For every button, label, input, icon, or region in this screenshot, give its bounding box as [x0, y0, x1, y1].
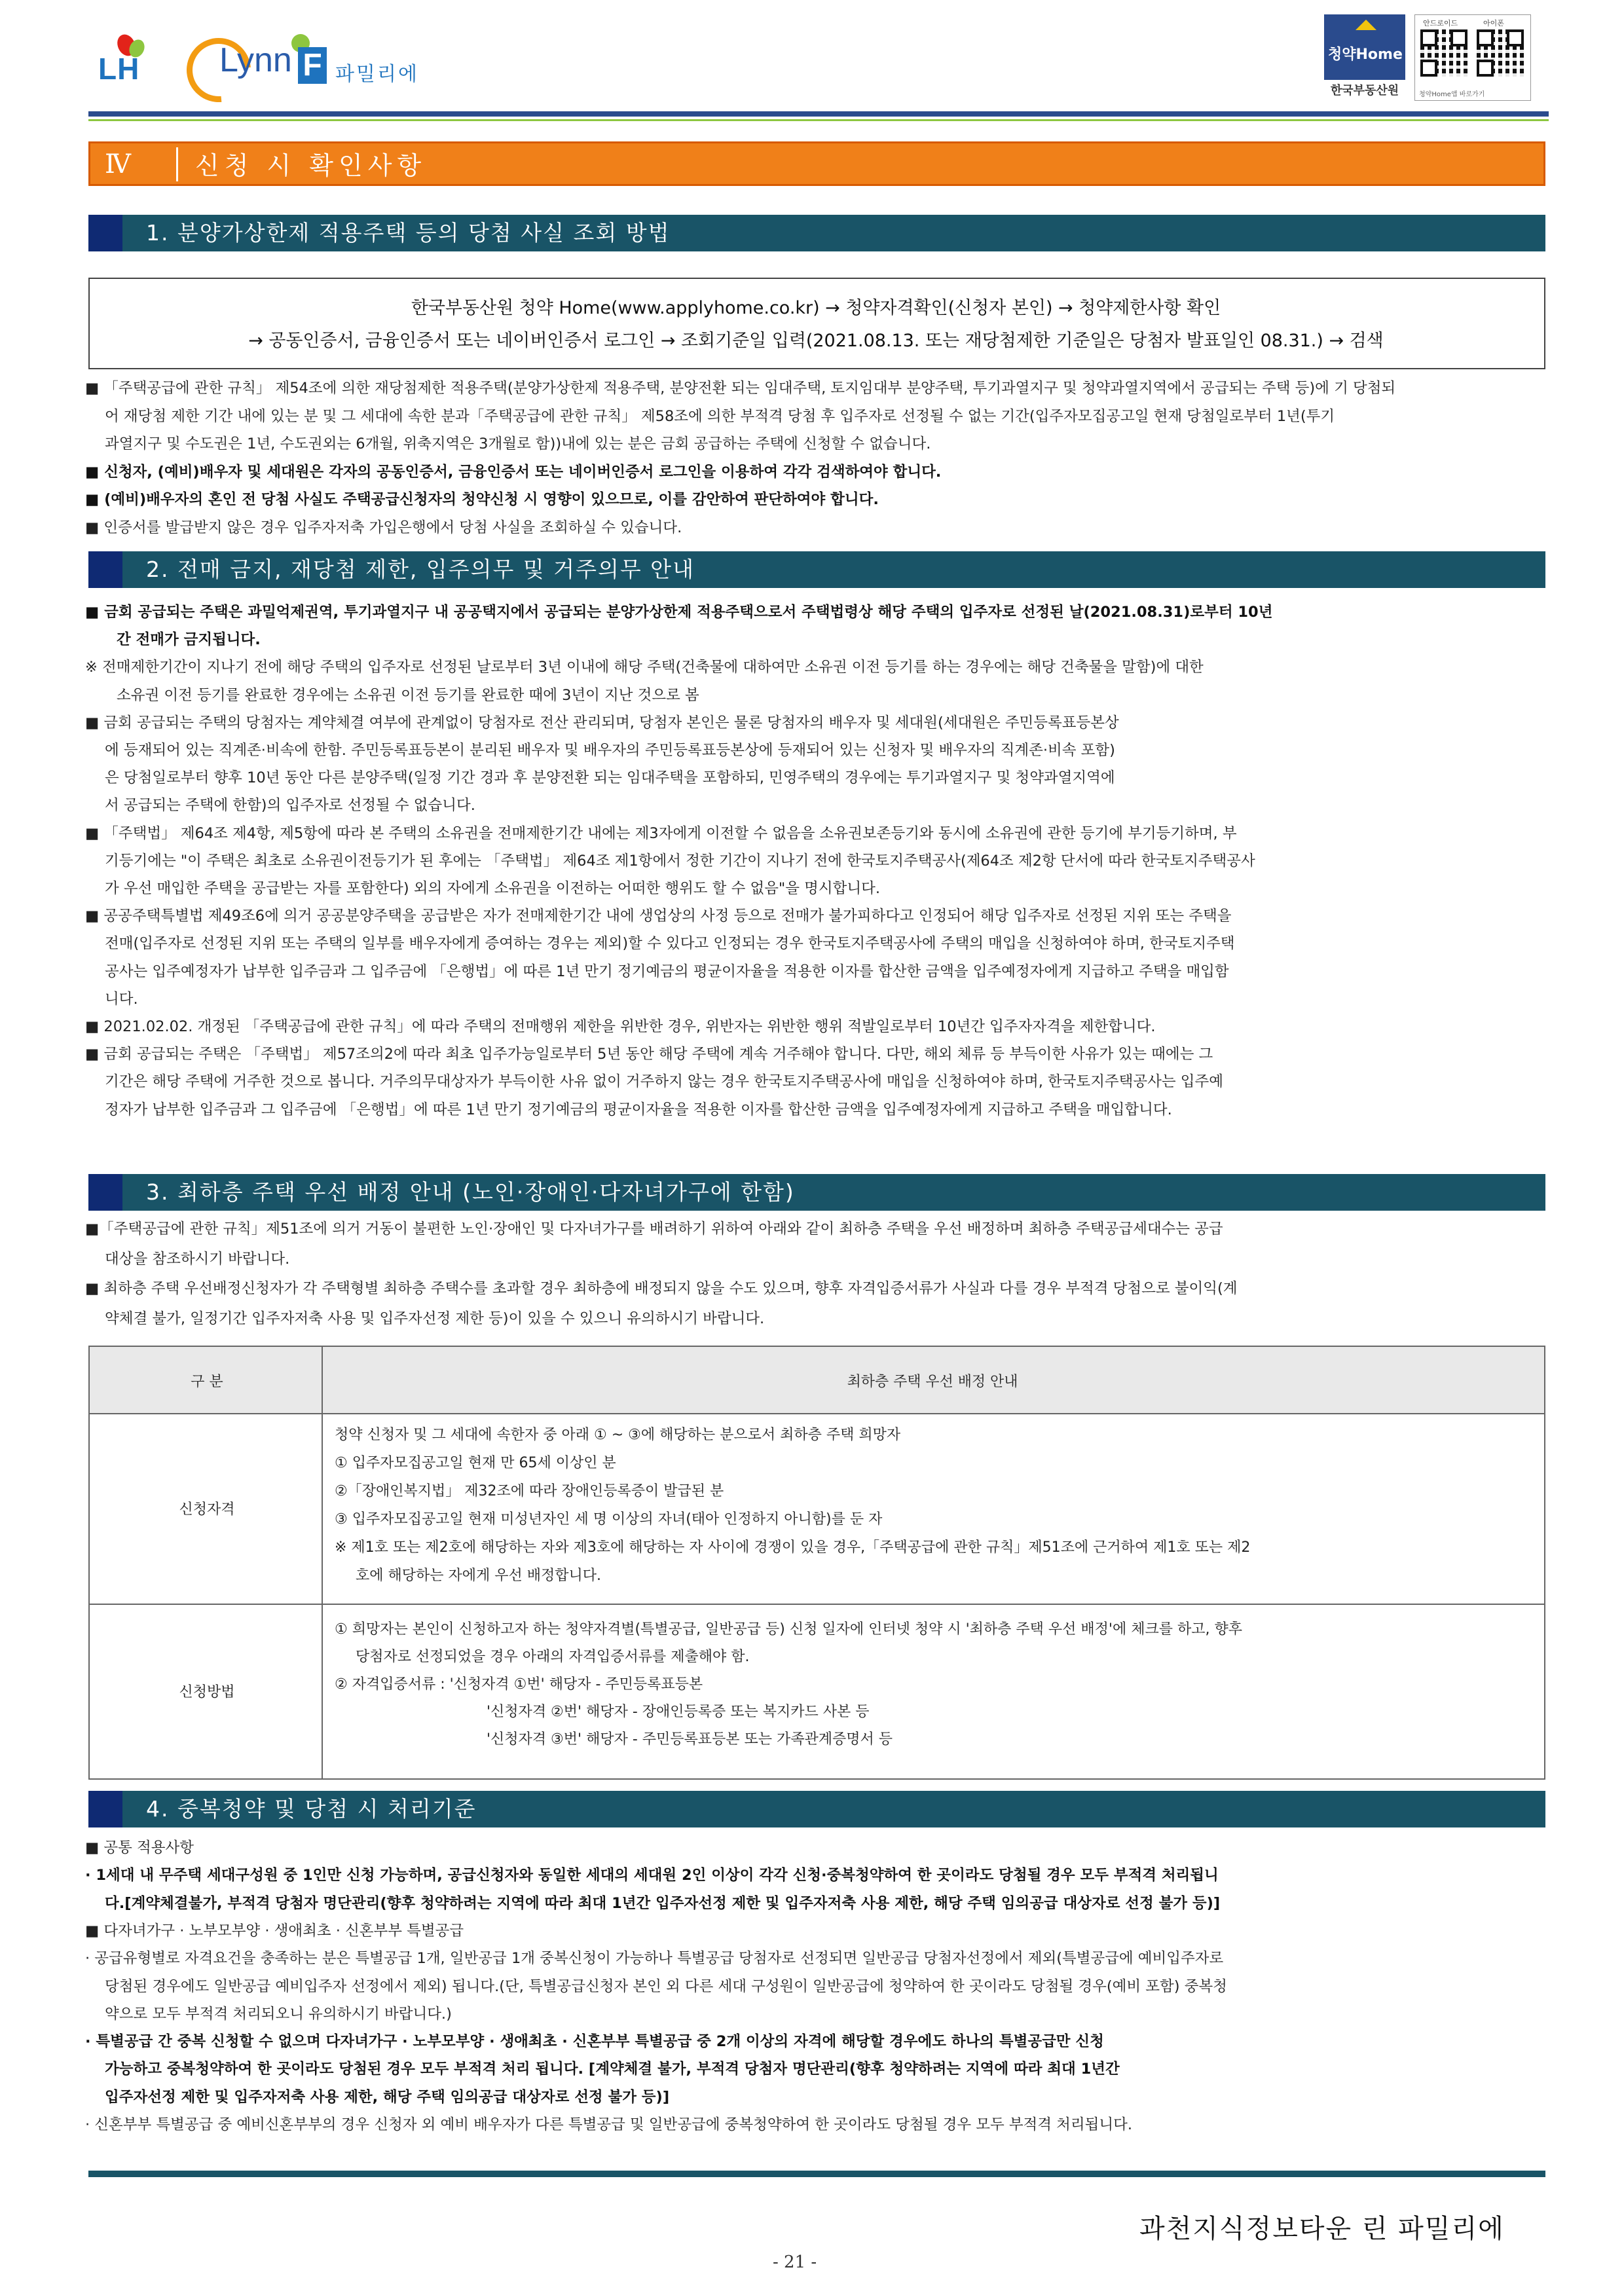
section-header-2: 2. 전매 금지, 재당첨 제한, 입주의무 및 거주의무 안내: [88, 551, 1545, 588]
table-cell-line: '신청자격 ③번' 해당자 - 주민등록표등본 또는 가족관계증명서 등: [487, 1731, 893, 1748]
table-cell-line: ① 입주자모집공고일 현재 만 65세 이상인 분: [335, 1455, 616, 1471]
text-line: ■ 공통 적용사항: [85, 1839, 194, 1856]
familie-logo-text: 파밀리에: [335, 63, 419, 86]
lookup-line-1: 한국부동산원 청약 Home(www.applyhome.co.kr) → 청약자격확인(신청자 본인) → 청약제한사항 확인: [411, 298, 1221, 318]
text-line: 어 재당첨 제한 기간 내에 있는 분 및 그 세대에 속한 분과「주택공급에 관한 규칙」 제58조에 의한 부적격 당첨 후 입주자로 선정될 수 없는 기간(입주자모집공고일 현재 당첨일로부터 1년(투기: [105, 407, 1335, 425]
text-line: 과열지구 및 수도권은 1년, 수도권외는 6개월, 위축지역은 3개월로 함))내에 있는 분은 금회 공급하는 주택에 신청할 수 없습니다.: [105, 435, 931, 452]
text-line: 서 공급되는 주택에 한함)의 입주자로 선정될 수 없습니다.: [105, 797, 475, 815]
text-line: 약으로 모두 부적격 처리되오니 유의하시기 바랍니다.): [105, 2005, 452, 2023]
text-line: 간 전매가 금지됩니다.: [117, 631, 261, 649]
table-cell-line: 당첨자로 선정되었을 경우 아래의 자격입증서류를 제출해야 함.: [356, 1649, 750, 1665]
text-line: · 공급유형별로 자격요건을 충족하는 분은 특별공급 1개, 일반공급 1개 중복신청이 가능하나 특별공급 당첨자로 선정되면 일반공급 당첨자선정에서 제외(특별공급에 예비입주자로: [85, 1950, 1224, 1968]
qr-label-iphone: 아이폰: [1483, 19, 1504, 28]
text-line: 공사는 입주예정자가 납부한 입주금과 그 입주금에 「은행법」에 따른 1년 만기 정기예금의 평균이자율을 적용한 이자를 합산한 금액을 입주예정자에게 지급하고 주택을 매입함: [105, 963, 1229, 980]
lookup-method-box: [88, 278, 1545, 369]
header-rule-accent: [88, 119, 1549, 121]
text-line: ※ 전매제한기간이 지나기 전에 해당 주택의 입주자로 선정된 날로부터 3년 이내에 해당 주택(건축물에 대하여만 소유권 이전 등기를 하는 경우에는 해당 건축물을 말함)에 대한: [85, 659, 1204, 676]
text-line: 다.[계약체결불가, 부적격 당첨자 명단관리(향후 청약하려는 지역에 따라 최대 1년간 입주자선정 제한 및 입주자저축 사용 제한, 해당 주택 임의공급 대상자로 선정 불가 등)]: [105, 1894, 1221, 1912]
table-cell-line: ③ 입주자모집공고일 현재 미성년자인 세 명 이상의 자녀(태아 인정하지 아니함)를 둔 자: [335, 1511, 883, 1528]
text-line: ■ 공공주택특별법 제49조6에 의거 공공분양주택을 공급받은 자가 전매제한기간 내에 생업상의 사정 등으로 전매가 불가피하다고 인정되어 해당 입주자로 선정된 지위 또는 주택을: [85, 908, 1232, 925]
text-line: ■ 최하층 주택 우선배정신청자가 각 주택형별 최하층 주택수를 초과할 경우 최하층에 배정되지 않을 수도 있으며, 향후 자격입증서류가 사실과 다를 경우 부적격 당첨으로 불이익(계: [85, 1280, 1238, 1297]
table-cell-line: ② 자격입증서류 : '신청자격 ①번' 해당자 - 주민등록표등본: [335, 1676, 703, 1693]
text-line: ■ 「주택공급에 관한 규칙」 제54조에 의한 재당첨제한 적용주택(분양가상한제 적용주택, 분양전환 되는 임대주택, 토지임대부 분양주택, 투기과열지구 및 청약과열지역에서 공급되는 주택 등)에 기 당첨되: [85, 380, 1396, 397]
text-line: 은 당첨일로부터 향후 10년 동안 다른 분양주택(일정 기간 경과 후 분양전환 되는 임대주택을 포함하되, 민영주택의 경우에는 투기과열지구 및 청약과열지역에: [105, 769, 1115, 787]
chapter-title: 신청 시 확인사항: [195, 151, 427, 180]
text-line: ■ (예비)배우자의 혼인 전 당첨 사실도 주택공급신청자의 청약신청 시 영향이 있으므로, 이를 감안하여 판단하여야 합니다.: [85, 491, 879, 508]
table-cell-line: '신청자격 ②번' 해당자 - 장애인등록증 또는 복지카드 사본 등: [487, 1704, 870, 1720]
text-line: 약체결 불가, 일정기간 입주자저축 사용 및 입주자선정 제한 등)이 있을 수 있으니 유의하시기 바랍니다.: [105, 1310, 765, 1327]
text-line: 기간은 해당 주택에 거주한 것으로 봅니다. 거주의무대상자가 부득이한 사유 없이 거주하지 않는 경우 한국토지주택공사에 매입을 신청하여야 하며, 한국토지주택공사는 입주예: [105, 1073, 1223, 1091]
table-head-left: 구 분: [88, 1346, 323, 1414]
text-line: 소유권 이전 등기를 완료한 경우에는 소유권 이전 등기를 완료한 때에 3년이 지난 것으로 봄: [117, 686, 699, 704]
text-line: ■「주택공급에 관한 규칙」제51조에 의거 거동이 불편한 노인·장애인 및 다자녀가구를 배려하기 위하여 아래와 같이 최하층 주택을 우선 배정하며 최하층 주택공급세대수는 공급: [85, 1221, 1223, 1238]
lynn-logo: Lynn: [219, 41, 292, 79]
page-number: - 21 -: [773, 2252, 817, 2272]
text-line: ■ 금회 공급되는 주택은 과밀억제권역, 투기과열지구 내 공공택지에서 공급되는 분양가상한제 적용주택으로서 주택법령상 해당 주택의 입주자로 선정된 날(2021.08.31)로부터 10년: [85, 604, 1273, 621]
text-line: · 1세대 내 무주택 세대구성원 중 1인만 신청 가능하며, 공급신청자와 동일한 세대의 세대원 2인 이상이 각각 신청·중복청약하여 한 곳이라도 당첨될 경우 모두 부적격 처리됩니: [85, 1867, 1219, 1884]
text-line: · 신혼부부 특별공급 중 예비신혼부부의 경우 신청자 외 예비 배우자가 다른 특별공급 및 일반공급에 중복청약하여 한 곳이라도 당첨될 경우 모두 부적격 처리됩니다.: [85, 2116, 1133, 2133]
text-line: ■ 「주택법」 제64조 제4항, 제5항에 따라 본 주택의 소유권을 전매제한기간 내에는 제3자에게 이전할 수 없음을 소유권보존등기와 동시에 소유권에 관한 등기에 부기등기하며, 부: [85, 824, 1237, 842]
text-line: 당첨된 경우에도 일반공급 예비입주자 선정에서 제외) 됩니다.(단, 특별공급신청자 본인 외 다른 세대 구성원이 일반공급에 청약하여 한 곳이라도 당첨될 경우(예비 포함) 중복청: [105, 1977, 1227, 1995]
house-icon: [1356, 20, 1376, 30]
text-line: ■ 2021.02.02. 개정된 「주택공급에 관한 규칙」에 따라 주택의 전매행위 제한을 위반한 경우, 위반자는 위반한 행위 적발일로부터 10년간 입주자자격을 제한합니다.: [85, 1018, 1156, 1035]
text-line: ■ 다자녀가구 · 노부모부양 · 생애최초 · 신혼부부 특별공급: [85, 1922, 464, 1939]
section-header-1: 1. 분양가상한제 적용주택 등의 당첨 사실 조회 방법: [88, 215, 1545, 251]
lh-logo: LH: [98, 52, 140, 86]
table-row-qualification: [322, 1413, 1545, 1605]
qr-code-android[interactable]: [1420, 29, 1467, 77]
text-line: 니다.: [105, 990, 138, 1008]
text-line: 전매(입주자로 선정된 지위 또는 주택의 일부를 배우자에게 증여하는 경우는 제외)할 수 있다고 인정되는 경우 한국토지주택공사에 주택의 매입을 신청하여야 하며, 한국토지주택: [105, 935, 1235, 953]
chapter-title-bar: [88, 141, 1545, 186]
table-cell-line: 청약 신청자 및 그 세대에 속한자 중 아래 ① ~ ③에 해당하는 분으로서 최하층 주택 희망자: [335, 1427, 901, 1443]
text-line: 대상을 참조하시기 바랍니다.: [105, 1250, 290, 1268]
table-head-right: 최하층 주택 우선 배정 안내: [322, 1346, 1545, 1414]
text-line: · 특별공급 간 중복 신청할 수 없으며 다자녀가구 · 노부모부양 · 생애최초 · 신혼부부 특별공급 중 2개 이상의 자격에 해당할 경우에도 하나의 특별공급만 신청: [85, 2033, 1104, 2051]
text-line: 가능하고 중복청약하여 한 곳이라도 당첨된 경우 모두 부적격 처리 됩니다. [계약체결 불가, 부적격 당첨자 명단관리(향후 청약하려는 지역에 따라 최대 1년간: [105, 2061, 1120, 2078]
header-rule: [88, 111, 1549, 117]
chapter-number: Ⅳ: [98, 147, 178, 181]
section-header-3: 3. 최하층 주택 우선 배정 안내 (노인·장애인·다자녀가구에 한함): [88, 1174, 1545, 1211]
text-line: 가 우선 매입한 주택을 공급받는 자를 포함한다) 외의 자에게 소유권을 이전하는 어떠한 행위도 할 수 없음"을 명시합니다.: [105, 880, 880, 897]
section-header-4: 4. 중복청약 및 당첨 시 처리기준: [88, 1791, 1545, 1827]
table-row-label-method: 신청방법: [88, 1604, 323, 1780]
applyhome-org: 한국부동산원: [1330, 84, 1399, 98]
text-line: ■ 금회 공급되는 주택의 당첨자는 계약체결 여부에 관계없이 당첨자로 전산 관리되며, 당첨자 본인은 물론 당첨자의 배우자 및 세대원(세대원은 주민등록표등본상: [85, 714, 1119, 731]
text-line: 에 등재되어 있는 직계존·비속에 한함. 주민등록표등본이 분리된 배우자 및 배우자의 주민등록표등본상에 등재되어 있는 신청자 및 배우자의 직계존·비속 포함): [105, 742, 1115, 759]
familie-f-logo: F: [298, 47, 327, 84]
table-row-label-qualification: 신청자격: [88, 1413, 323, 1605]
footer-rule: [88, 2171, 1545, 2177]
table-cell-line: ① 희망자는 본인이 신청하고자 하는 청약자격별(특별공급, 일반공급 등) 신청 일자에 인터넷 청약 시 '최하층 주택 우선 배정'에 체크를 하고, 향후: [335, 1621, 1242, 1638]
qr-caption: 청약Home앱 바로가기: [1419, 91, 1485, 98]
lookup-line-2: → 공동인증서, 금융인증서 또는 네이버인증서 로그인 → 조회기준일 입력(2021.08.13. 또는 재당첨제한 기준일은 당첨자 발표일인 08.31.) → 검색: [248, 331, 1384, 351]
qr-code-panel: [1414, 14, 1531, 101]
text-line: ■ 신청자, (예비)배우자 및 세대원은 각자의 공동인증서, 금융인증서 또는 네이버인증서 로그인을 이용하여 각각 검색하여야 합니다.: [85, 463, 942, 481]
applyhome-logo: 청약Home: [1324, 14, 1405, 80]
text-line: 정자가 납부한 입주금과 그 입주금에 「은행법」에 따른 1년 만기 정기예금의 평균이자율을 적용한 이자를 합산한 금액을 입주예정자에게 지급하고 주택을 매입합니다.: [105, 1101, 1172, 1118]
text-line: ■ 금회 공급되는 주택은 「주택법」 제57조의2에 따라 최초 입주가능일로부터 5년 동안 해당 주택에 계속 거주해야 합니다. 다만, 해외 체류 등 부득이한 사유가 있는 때에는 그: [85, 1046, 1213, 1063]
table-cell-line: ※ 제1호 또는 제2호에 해당하는 자와 제3호에 해당하는 자 사이에 경쟁이 있을 경우,「주택공급에 관한 규칙」제51조에 근거하여 제1호 또는 제2: [335, 1539, 1251, 1556]
text-line: 기등기에는 "이 주택은 최초로 소유권이전등기가 된 후에는 「주택법」 제64조 제1항에서 정한 기간이 지나기 전에 한국토지주택공사(제64조 제2항 단서에 따라 한국토지주택공사: [105, 852, 1255, 870]
table-cell-line: ②「장애인복지법」 제32조에 따라 장애인등록증이 발급된 분: [335, 1483, 724, 1499]
footer-title: 과천지식정보타운 린 파밀리에: [1139, 2214, 1505, 2244]
qr-code-iphone[interactable]: [1477, 29, 1524, 77]
table-row-method: [322, 1604, 1545, 1780]
qr-label-android: 안드로이드: [1423, 19, 1458, 28]
table-cell-line: 호에 해당하는 자에게 우선 배정합니다.: [356, 1568, 601, 1584]
text-line: 입주자선정 제한 및 입주자저축 사용 제한, 해당 주택 임의공급 대상자로 선정 불가 등)]: [105, 2088, 670, 2106]
text-line: ■ 인증서를 발급받지 않은 경우 입주자저축 가입은행에서 당첨 사실을 조회하실 수 있습니다.: [85, 519, 682, 536]
